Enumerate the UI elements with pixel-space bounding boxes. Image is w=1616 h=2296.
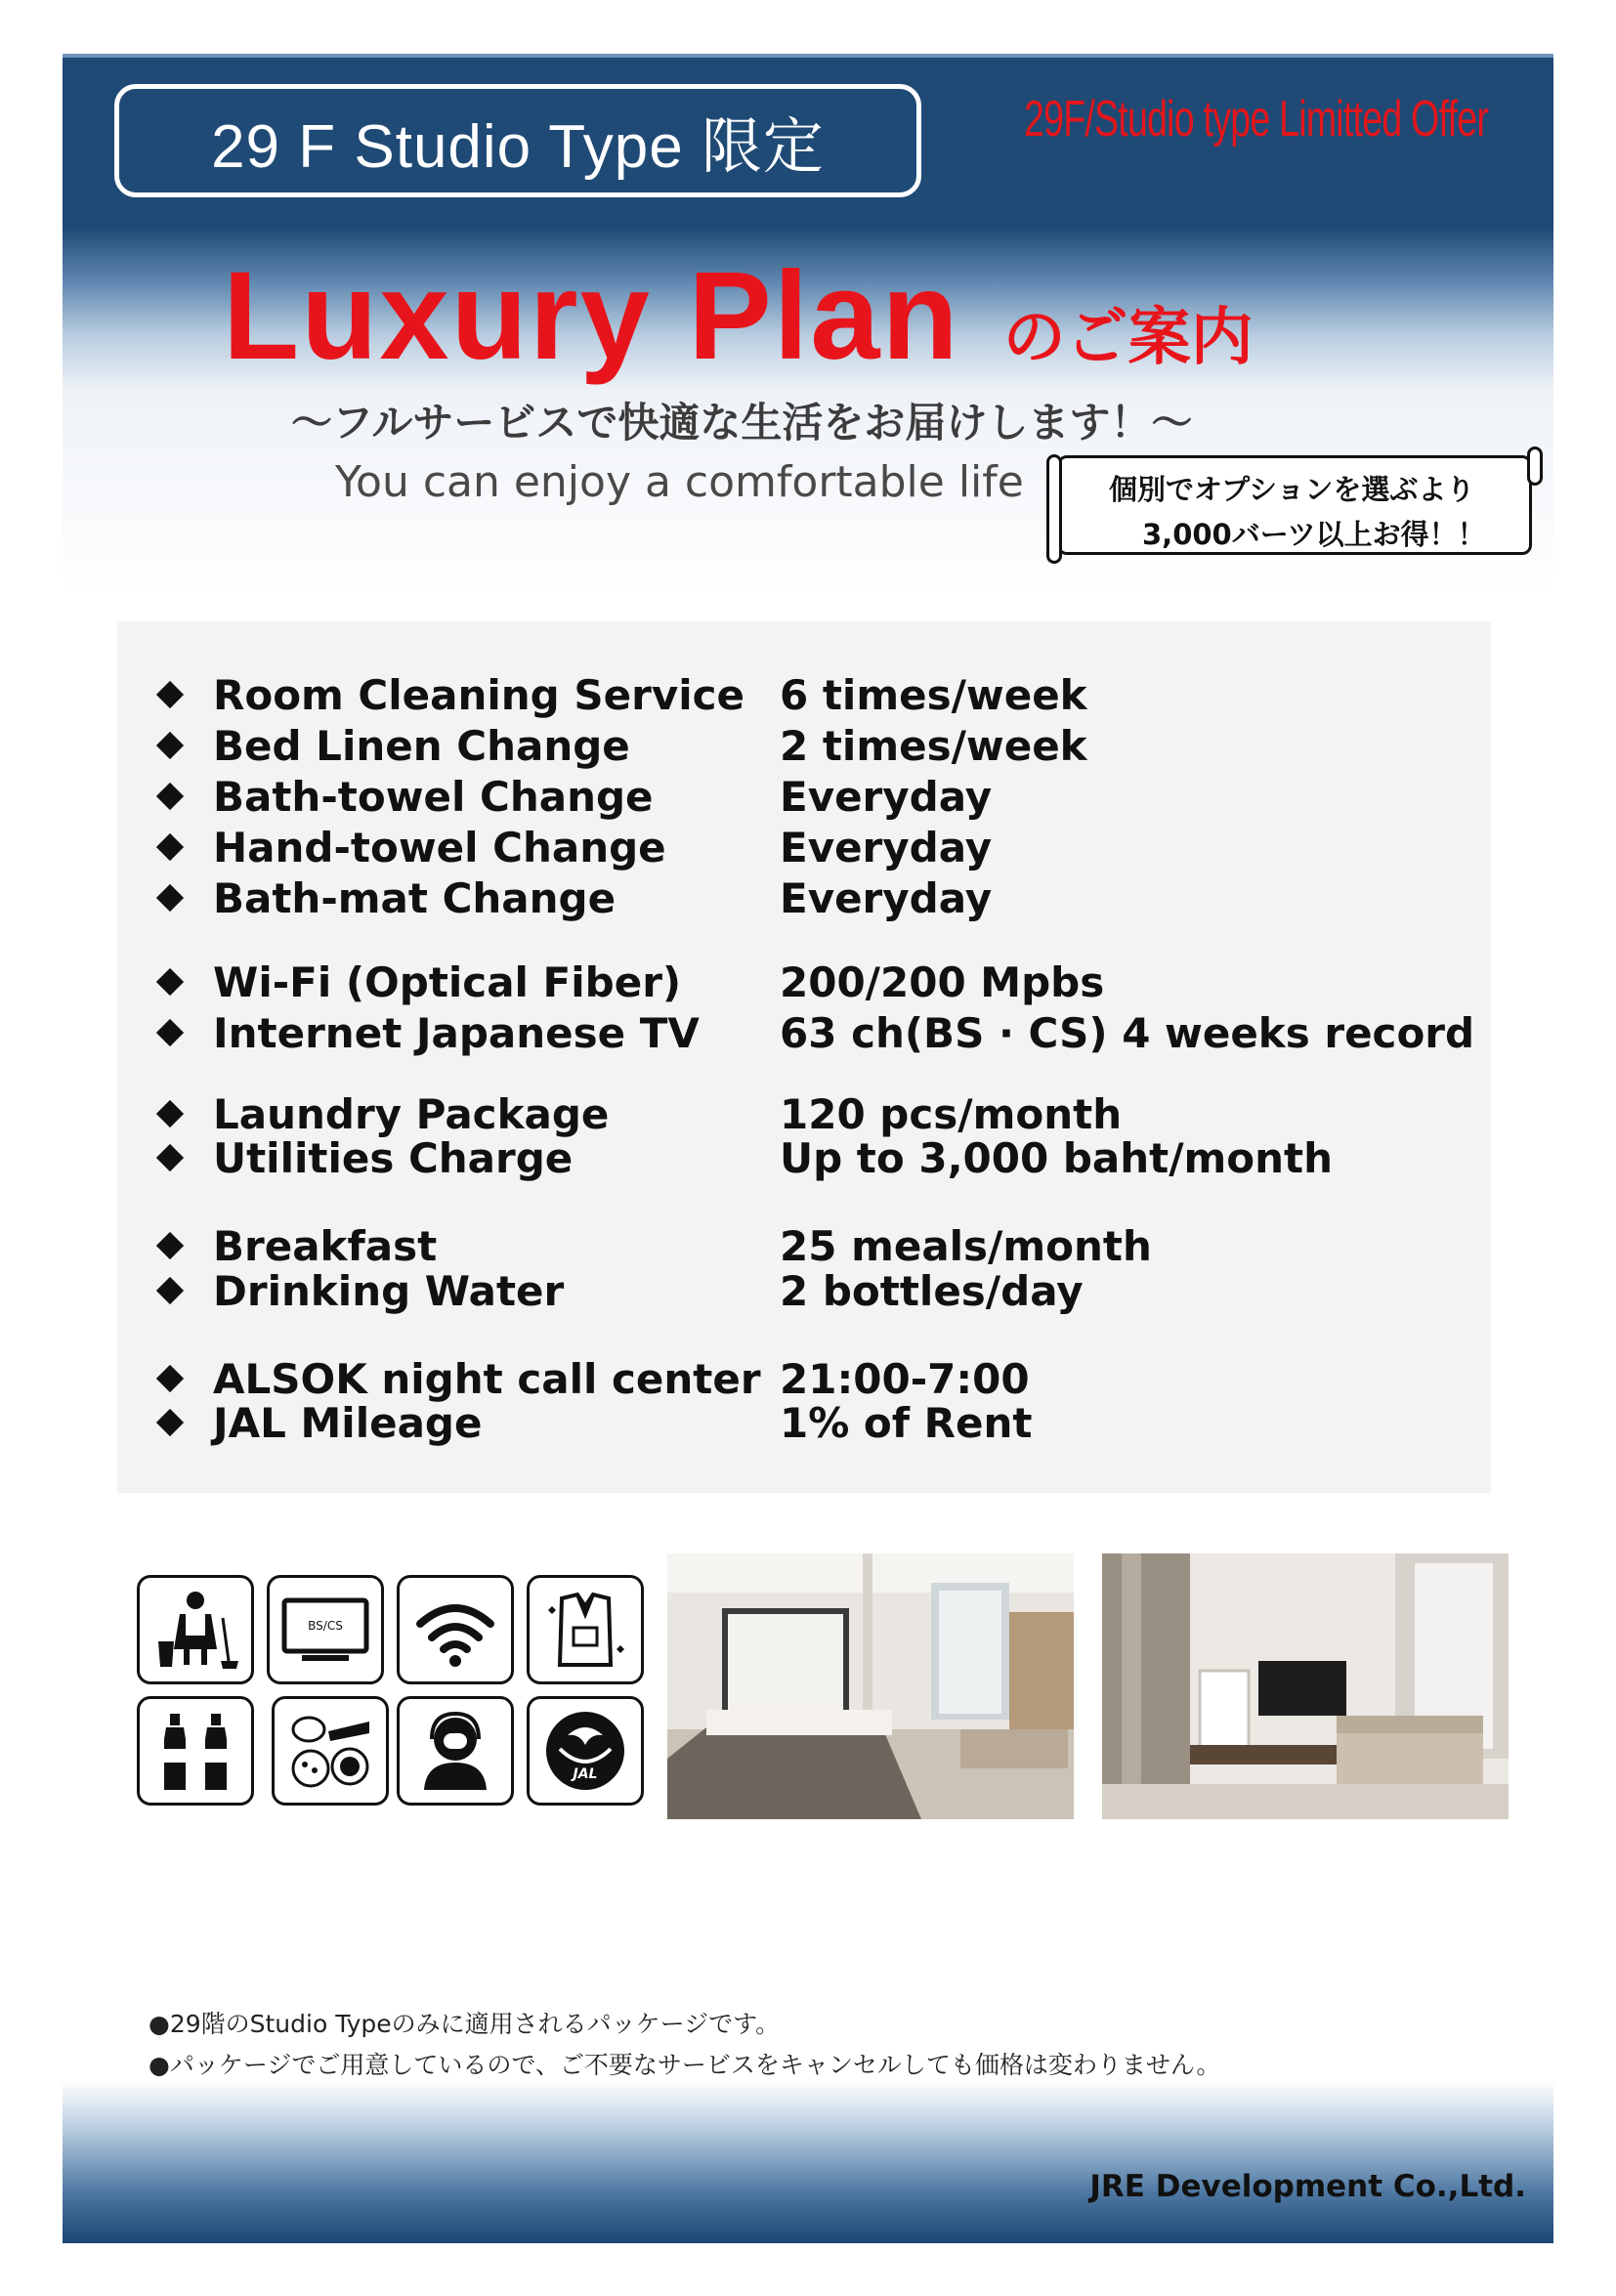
service-row — [156, 721, 1087, 770]
savings-banner — [1057, 455, 1532, 555]
service-value: 25 meals/month — [780, 1221, 1152, 1270]
service-label: Bed Linen Change — [213, 721, 630, 770]
service-row — [156, 957, 1104, 1006]
service-label: Room Cleaning Service — [213, 670, 744, 719]
bullet-diamond-icon — [156, 783, 184, 810]
service-row — [156, 1266, 1084, 1315]
title-jp: のご案内 — [1002, 302, 1254, 372]
wifi-icon — [397, 1575, 514, 1684]
service-label: Wi-Fi (Optical Fiber) — [213, 957, 682, 1006]
cleaning-staff-icon — [137, 1575, 254, 1684]
service-row — [156, 1133, 1333, 1182]
service-label: Bath-mat Change — [213, 873, 617, 922]
service-label: Bath-towel Change — [213, 772, 654, 821]
service-row — [156, 1354, 1030, 1403]
tv-icon — [267, 1575, 384, 1684]
tv-icon-label: BS/CS — [308, 1619, 343, 1633]
breakfast-icon — [272, 1696, 389, 1806]
bullet-diamond-icon — [156, 1100, 184, 1127]
page-title — [223, 244, 1254, 388]
laundry-icon — [527, 1575, 644, 1684]
service-value: Everyday — [780, 823, 993, 872]
subtitle-en: You can enjoy a comfortable life — [335, 457, 1024, 507]
bullet-diamond-icon — [156, 833, 184, 861]
note-2: ●パッケージでご用意しているので、ご不要なサービスをキャンセルしても価格は変わりません。 — [149, 2051, 1221, 2079]
service-label: JAL Mileage — [213, 1398, 483, 1447]
service-label: Hand-towel Change — [213, 823, 666, 872]
footer-bottom-line — [63, 2239, 1553, 2243]
title-en: Luxury Plan — [223, 246, 960, 386]
savings-line-2: 3,000バーツ以上お得！！ — [1142, 518, 1486, 551]
bullet-diamond-icon — [156, 1277, 184, 1304]
service-row — [156, 1221, 1152, 1270]
service-label: Internet Japanese TV — [213, 1008, 700, 1057]
service-value: 21:00-7:00 — [780, 1354, 1030, 1403]
service-label: Drinking Water — [213, 1266, 565, 1315]
bullet-diamond-icon — [156, 732, 184, 759]
service-value: 200/200 Mpbs — [780, 957, 1105, 1006]
service-row — [156, 1398, 1032, 1447]
floor-tag-text: 29 F Studio Type 限定 — [211, 112, 825, 181]
service-label: Utilities Charge — [213, 1133, 574, 1182]
floor-tag — [114, 84, 921, 197]
limited-offer-text: 29F/Studio type Limitted Offer — [1024, 91, 1489, 148]
note-1: ●29階のStudio Typeのみに適用されるパッケージです。 — [149, 2010, 781, 2038]
service-label: Breakfast — [213, 1221, 438, 1270]
bullet-diamond-icon — [156, 1409, 184, 1436]
jal-icon-label: JAL — [573, 1766, 598, 1782]
scroll-roll-left — [1046, 454, 1062, 564]
company-name: JRE Development Co.,Ltd. — [1089, 2169, 1526, 2204]
bullet-diamond-icon — [156, 968, 184, 996]
service-value: 2 times/week — [780, 721, 1087, 770]
bullet-diamond-icon — [156, 1365, 184, 1392]
service-label: Laundry Package — [213, 1089, 610, 1138]
footer-band — [63, 2081, 1553, 2239]
service-row — [156, 1089, 1122, 1138]
bedroom-photo — [667, 1553, 1074, 1819]
bullet-diamond-icon — [156, 681, 184, 708]
savings-line-1: 個別でオプションを選ぶより — [1109, 473, 1475, 506]
living-room-photo — [1102, 1553, 1509, 1819]
service-value: 6 times/week — [780, 670, 1087, 719]
service-value: 63 ch(BS · CS) 4 weeks record — [780, 1008, 1475, 1057]
header-top-line — [63, 54, 1553, 58]
scroll-roll-right — [1527, 446, 1543, 486]
service-value: 1% of Rent — [780, 1398, 1033, 1447]
call-center-icon — [397, 1696, 514, 1806]
service-value: Everyday — [780, 772, 993, 821]
service-value: Up to 3,000 baht/month — [780, 1133, 1334, 1182]
service-value: 120 pcs/month — [780, 1089, 1123, 1138]
service-row — [156, 823, 992, 872]
water-bottles-icon — [137, 1696, 254, 1806]
bullet-diamond-icon — [156, 1144, 184, 1171]
service-row — [156, 772, 992, 821]
service-value: Everyday — [780, 873, 993, 922]
bullet-diamond-icon — [156, 884, 184, 912]
jal-icon — [527, 1696, 644, 1806]
service-label: ALSOK night call center — [213, 1354, 761, 1403]
subtitle-jp: ～フルサービスで快適な生活をお届けします！～ — [291, 399, 1193, 446]
bullet-diamond-icon — [156, 1019, 184, 1046]
service-row — [156, 873, 992, 922]
service-value: 2 bottles/day — [780, 1266, 1084, 1315]
service-row — [156, 670, 1087, 719]
service-row — [156, 1008, 1474, 1057]
bullet-diamond-icon — [156, 1232, 184, 1259]
